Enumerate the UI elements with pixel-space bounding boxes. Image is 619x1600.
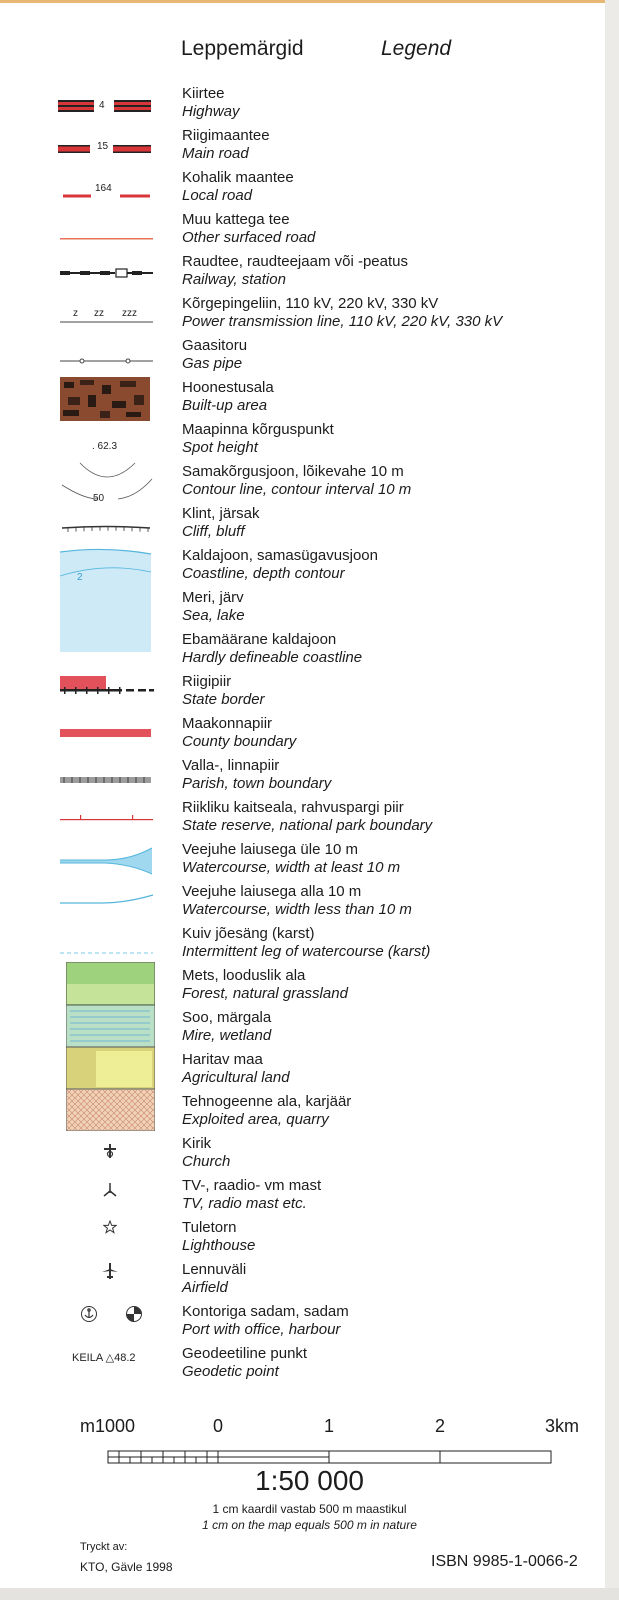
wide-watercourse-symbol	[60, 846, 155, 876]
harbour-icon	[125, 1305, 143, 1323]
forest-symbol	[66, 962, 155, 1005]
highway-number: 4	[99, 100, 105, 111]
contour-line-symbol	[60, 461, 155, 511]
narrow-watercourse-symbol	[60, 892, 155, 908]
airfield-icon	[101, 1262, 119, 1280]
scale-label-0: 0	[213, 1416, 224, 1436]
scale-label-m1000: m1000	[80, 1416, 136, 1436]
gas-pipe-symbol	[60, 352, 155, 360]
legend-title-english: Legend	[381, 37, 452, 60]
printer-name: KTO, Gävle 1998	[80, 1560, 173, 1574]
legend-entry-railway: Raudtee, raudteejaam või -peatus Railway, station	[182, 253, 408, 288]
legend-entry-quarry: Tehnogeenne ala, karjäär Exploited area, quarry	[182, 1093, 352, 1128]
scale-note-estonian: 1 cm kaardil vastab 500 m maastikul	[212, 1502, 407, 1516]
scale-label-3km: 3km	[545, 1416, 580, 1436]
map-sheet-right-edge	[605, 0, 619, 1600]
legend-entry-port: Kontoriga sadam, sadam Port with office, harbour	[182, 1303, 349, 1338]
legend-entry-forest: Mets, looduslik ala Forest, natural grassland	[182, 967, 348, 1002]
power-line-220-mark: zz	[94, 308, 104, 319]
legend-entry-parish-boundary: Valla-, linnapiir Parish, town boundary	[182, 757, 332, 792]
legend-entry-intermittent-watercourse: Kuiv jõesäng (karst) Intermittent leg of watercourse (karst)	[182, 925, 431, 960]
county-boundary-symbol	[60, 729, 151, 737]
church-icon	[103, 1143, 117, 1159]
legend-entry-contour-line: Samakõrgusjoon, lõikevahe 10 m Contour line, contour interval 10 m	[182, 463, 412, 498]
agricultural-land-symbol	[66, 1047, 155, 1089]
legend-entry-mire: Soo, märgala Mire, wetland	[182, 1009, 272, 1044]
cliff-symbol	[60, 521, 155, 531]
local-road-number: 164	[95, 183, 112, 194]
scale-ratio: 1:50 000	[255, 1465, 364, 1496]
parish-boundary-symbol	[60, 770, 151, 776]
legend-entry-radio-mast: TV-, raadio- vm mast TV, radio mast etc.	[182, 1177, 322, 1212]
intermittent-watercourse-symbol	[60, 942, 155, 946]
legend-entry-sea-lake: Meri, järv Sea, lake	[182, 589, 245, 624]
reserve-boundary-symbol	[60, 810, 155, 820]
scale-label-2: 2	[435, 1416, 446, 1436]
legend-entry-narrow-watercourse: Veejuhe laiusega alla 10 m Watercourse, width less than 10 m	[182, 883, 412, 918]
legend-entry-indefinite-coastline: Ebamäärane kaldajoon Hardly defineable coastline	[182, 631, 363, 666]
legend-entry-other-road: Muu kattega tee Other surfaced road	[182, 211, 316, 246]
legend-entry-county-boundary: Maakonnapiir County boundary	[182, 715, 297, 750]
power-line-330-mark: zzz	[122, 308, 137, 319]
geodetic-point-name: KEILA	[72, 1352, 103, 1364]
scale-note-english: 1 cm on the map equals 500 m in nature	[202, 1518, 417, 1532]
legend-entry-wide-watercourse: Veejuhe laiusega üle 10 m Watercourse, width at least 10 m	[182, 841, 401, 876]
geodetic-point-height: 48.2	[114, 1352, 136, 1364]
legend-entry-agricultural-land: Haritav maa Agricultural land	[182, 1051, 290, 1086]
legend-entry-church: Kirik Church	[182, 1135, 231, 1170]
other-road-symbol	[60, 228, 153, 232]
radio-mast-icon	[102, 1181, 118, 1197]
printed-by-label: Tryckt av:	[80, 1541, 128, 1553]
port-with-office-icon	[80, 1305, 98, 1323]
isbn-number: ISBN 9985-1-0066-2	[431, 1553, 578, 1570]
legend-entry-gas-pipe: Gaasitoru Gas pipe	[182, 337, 248, 372]
contour-value: 50	[93, 493, 105, 504]
legend-entry-built-up-area: Hoonestusala Built-up area	[182, 379, 274, 414]
state-border-symbol	[60, 676, 155, 698]
legend-entry-state-border: Riigipiir State border	[182, 673, 265, 708]
legend-entry-cliff: Klint, järsak Cliff, bluff	[182, 505, 260, 540]
depth-value: 2	[77, 572, 83, 583]
geodetic-point-label	[72, 1352, 136, 1364]
coastline-depth-symbol	[60, 548, 151, 590]
sea-lake-symbol	[60, 590, 151, 634]
scale-label-1: 1	[324, 1416, 335, 1436]
legend-entry-highway: Kiirtee Highway	[182, 85, 240, 120]
legend-entry-geodetic-point: Geodeetiline punkt Geodetic point	[182, 1345, 308, 1380]
map-sheet-top-edge	[0, 0, 619, 3]
legend-entry-coastline: Kaldajoon, samasügavusjoon Coastline, depth contour	[182, 547, 378, 582]
built-up-area-symbol	[60, 377, 150, 421]
power-line-110-mark: z	[73, 308, 78, 319]
legend-entry-main-road: Riigimaantee Main road	[182, 127, 270, 162]
legend-entry-reserve-boundary: Riikliku kaitseala, rahvuspargi piir State reserve, national park boundary	[182, 799, 433, 834]
lighthouse-icon	[103, 1220, 117, 1234]
legend-entry-lighthouse: Tuletorn Lighthouse	[182, 1219, 256, 1254]
map-sheet-bottom-edge	[0, 1588, 619, 1600]
quarry-symbol	[66, 1089, 155, 1131]
legend-entry-local-road: Kohalik maantee Local road	[182, 169, 294, 204]
highway-symbol	[58, 98, 153, 114]
scale-bar	[107, 1447, 553, 1465]
geodetic-triangle-icon: △	[105, 1352, 115, 1364]
railway-symbol	[60, 266, 155, 278]
legend-entry-power-line: Kõrgepingeliin, 110 kV, 220 kV, 330 kV Power transmission line, 110 kV, 220 kV, 330 kV	[182, 295, 503, 330]
main-road-number: 15	[97, 141, 109, 152]
indefinite-coastline-symbol	[60, 634, 151, 652]
legend-entry-spot-height: Maapinna kõrguspunkt Spot height	[182, 421, 334, 456]
spot-height-value: . 62.3	[92, 441, 118, 452]
legend-entry-airfield: Lennuväli Airfield	[182, 1261, 247, 1296]
mire-symbol	[66, 1005, 155, 1047]
legend-title-estonian: Leppemärgid	[181, 37, 304, 60]
